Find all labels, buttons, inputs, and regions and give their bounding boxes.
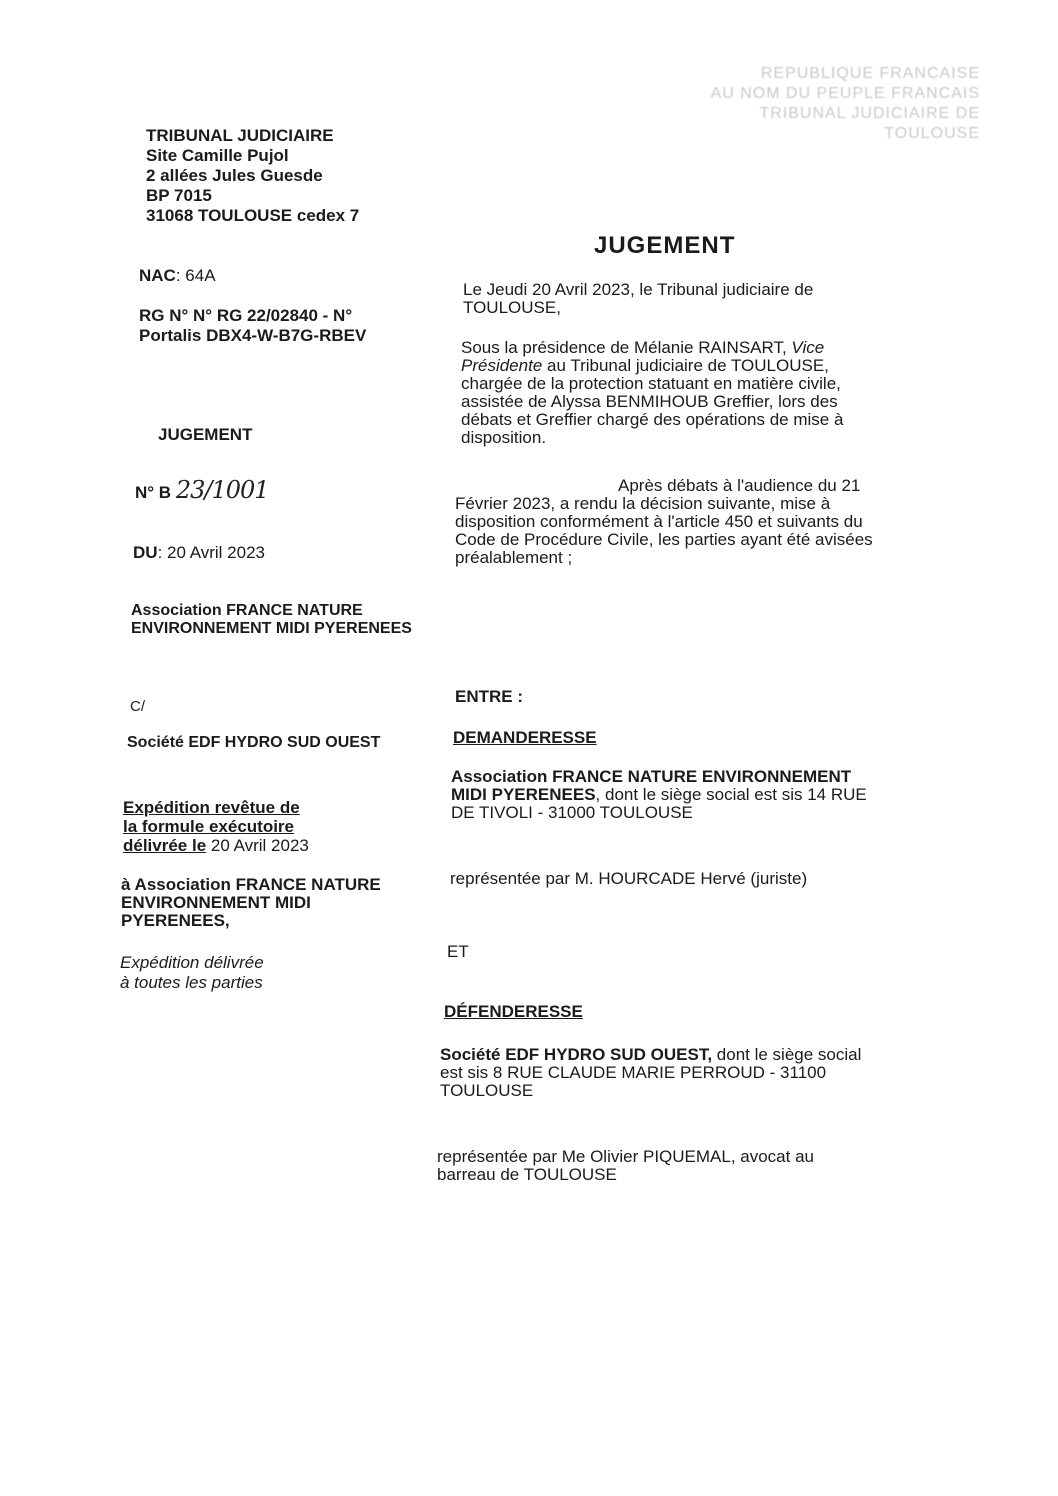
expedition-notice — [123, 798, 309, 855]
text-line: chargée de la protection statuant en matière civile, — [461, 374, 841, 393]
du-value: : 20 Avril 2023 — [157, 543, 265, 562]
paragraph-presidency — [461, 339, 943, 447]
court-site: Site Camille Pujol — [146, 146, 289, 165]
jugement-label: JUGEMENT — [158, 425, 253, 444]
party-line: Association FRANCE NATURE — [131, 602, 363, 619]
text-line: Le Jeudi 20 Avril 2023, le Tribunal judiciaire de — [463, 280, 814, 299]
stamp-line: TRIBUNAL JUDICIAIRE DE — [759, 105, 980, 122]
plaintiff-heading: DEMANDERESSE — [453, 728, 597, 747]
recipient-line: ENVIRONNEMENT MIDI — [121, 893, 311, 912]
plaintiff-representative: représentée par M. HOURCADE Hervé (juriste) — [450, 869, 808, 888]
court-address — [146, 126, 359, 226]
et-label: ET — [447, 942, 469, 961]
copies-line: Expédition délivrée — [120, 953, 264, 972]
text-line: Après débats à l'audience du 21 — [618, 476, 861, 495]
text-line: Février 2023, a rendu la décision suivante, mise à — [455, 494, 831, 513]
text-line: Sous la présidence de Mélanie RAINSART, — [461, 338, 792, 357]
court-street: 2 allées Jules Guesde — [146, 166, 323, 185]
nac-code — [139, 266, 216, 286]
nac-label: NAC — [139, 266, 176, 285]
nac-value: : 64A — [175, 266, 216, 285]
text-line: TOULOUSE, — [463, 298, 561, 317]
expedition-line: Expédition revêtue de — [123, 798, 300, 817]
stamp-line: TOULOUSE — [884, 125, 980, 142]
court-bp: BP 7015 — [146, 186, 212, 205]
expedition-date: 20 Avril 2023 — [206, 836, 309, 855]
plaintiff-details — [451, 768, 935, 822]
versus-label: C/ — [130, 698, 145, 715]
judgment-number — [135, 476, 269, 504]
text-line: préalablement ; — [455, 548, 573, 567]
text-line: MIDI PYERENEES — [451, 785, 596, 804]
court-city: 31068 TOULOUSE cedex 7 — [146, 206, 360, 225]
text-line: disposition conformément à l'article 450 et suivants du — [455, 512, 863, 531]
rg-line: Portalis DBX4-W-B7G-RBEV — [139, 326, 367, 345]
text-line: Code de Procédure Civile, les parties ayant été avisées — [455, 530, 873, 549]
expedition-line: délivrée le — [123, 836, 207, 855]
text-line: est sis 8 RUE CLAUDE MARIE PERROUD - 31100 — [440, 1063, 827, 1082]
text-line: Présidente — [461, 356, 543, 375]
judgment-date — [133, 543, 265, 563]
party-defendant-short: Société EDF HYDRO SUD OUEST — [127, 734, 381, 751]
text-line: DE TIVOLI - 31000 TOULOUSE — [451, 803, 693, 822]
defendant-representative — [437, 1148, 921, 1184]
text-line: barreau de TOULOUSE — [437, 1165, 617, 1184]
recipient-line: à Association FRANCE NATURE — [121, 875, 381, 894]
entre-label: ENTRE : — [455, 687, 523, 706]
page-title: JUGEMENT — [594, 232, 736, 259]
text-line: représentée par Me Olivier PIQUEMAL, avocat au — [437, 1147, 814, 1166]
paragraph-date — [463, 281, 943, 317]
number-label: N° B — [135, 483, 172, 502]
text-line: dont le siège social — [712, 1045, 862, 1064]
text-line: Association FRANCE NATURE ENVIRONNEMENT — [451, 767, 852, 786]
rg-number — [139, 306, 366, 346]
text-line: Société EDF HYDRO SUD OUEST, — [440, 1045, 713, 1064]
handwritten-number: 23/1001 — [175, 476, 269, 504]
stamp-line: REPUBLIQUE FRANCAISE — [760, 65, 980, 82]
defendant-details — [440, 1046, 924, 1100]
rg-line: RG N° N° RG 22/02840 - N° — [139, 306, 353, 325]
copies-notice — [120, 953, 264, 993]
text-line: TOULOUSE — [440, 1081, 534, 1100]
text-line: , dont le siège social est sis 14 RUE — [595, 785, 867, 804]
court-name: TRIBUNAL JUDICIAIRE — [146, 126, 334, 145]
stamp-line: AU NOM DU PEUPLE FRANCAIS — [710, 85, 980, 102]
court-stamp — [600, 64, 980, 144]
text-line: disposition. — [461, 428, 547, 447]
text-line: au Tribunal judiciaire de TOULOUSE, — [542, 356, 829, 375]
paragraph-debates — [455, 477, 939, 567]
party-line: ENVIRONNEMENT MIDI PYERENEES — [131, 620, 412, 637]
expedition-recipient — [121, 876, 381, 930]
party-plaintiff-short — [131, 602, 412, 638]
copies-line: à toutes les parties — [120, 973, 263, 992]
defendant-heading: DÉFENDERESSE — [444, 1002, 583, 1021]
expedition-line: la formule exécutoire — [123, 817, 295, 836]
text-line: débats et Greffier chargé des opérations de mise à — [461, 410, 844, 429]
recipient-line: PYERENEES, — [121, 911, 230, 930]
text-line: Vice — [791, 338, 825, 357]
du-label: DU — [133, 543, 158, 562]
text-line: assistée de Alyssa BENMIHOUB Greffier, lors des — [461, 392, 838, 411]
